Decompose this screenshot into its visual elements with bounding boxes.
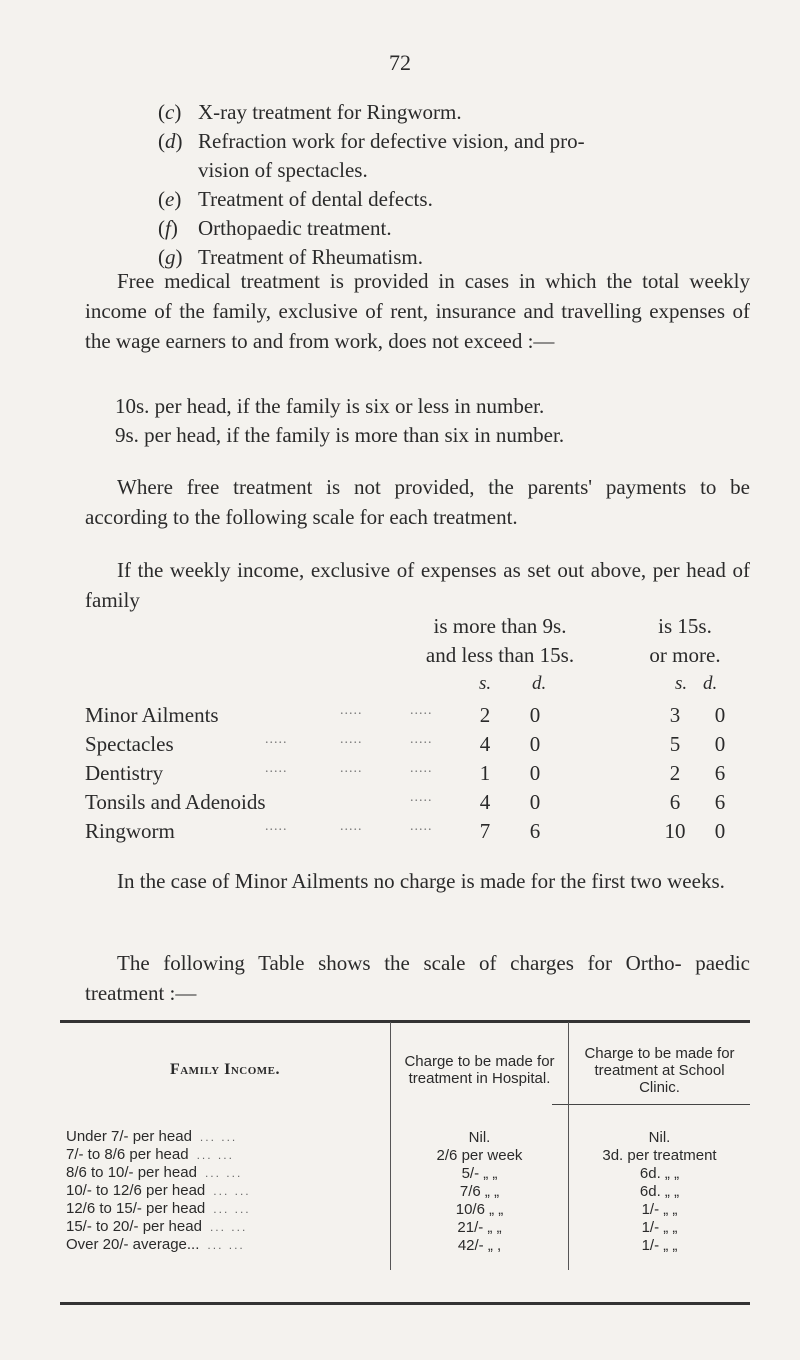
scale-row: Tonsils and Adenoids ..... 4 0 6 6 xyxy=(85,790,726,814)
scale-col1-head-line2: and less than 15s. xyxy=(425,643,575,667)
table-row: Under 7/- per head ... ... Nil. Nil. xyxy=(60,1128,750,1146)
table-row: 7/- to 8/6 per head ... ... 2/6 per week 3d. per treatment xyxy=(60,1146,750,1164)
following-table-paragraph: The following Table shows the scale of charges for Ortho- paedic treatment :— xyxy=(85,951,750,1005)
header-hospital-charge: Charge to be made for treatment in Hospital. xyxy=(391,1022,569,1118)
income-paragraph: If the weekly income, exclusive of expenses as set out above, per head of family xyxy=(85,558,750,612)
limit-line: 9s. per head, if the family is more than six in number. xyxy=(115,423,565,447)
limit-line: 10s. per head, if the family is six or less in number. xyxy=(115,394,545,418)
table-row: 15/- to 20/- per head ... ... 21/- „ „ 1/- „ „ xyxy=(60,1218,750,1236)
unit-shillings: s. xyxy=(479,673,492,694)
list-item: (e) Treatment of dental defects. xyxy=(158,187,433,211)
unit-pence: d. xyxy=(532,673,547,694)
list-item: (g) Treatment of Rheumatism. xyxy=(158,245,423,269)
treatment-list xyxy=(158,98,758,272)
header-family-income: Family Income. xyxy=(169,1061,281,1078)
scale-row: Minor Ailments ..... ..... 2 0 3 0 xyxy=(85,703,726,727)
page-number: 72 xyxy=(389,50,411,75)
unit-pence: d. xyxy=(703,673,718,694)
free-treatment-paragraph: Free medical treatment is provided in cases in which the total weekly income of the family, exclusive of rent, insurance and travelling expenses of the wage earners to and from work, does not exceed :— xyxy=(85,269,750,353)
list-item: (f) Orthopaedic treatment. xyxy=(158,216,392,240)
table-row: Over 20/- average... ... ... 42/- „ , 1/- „ „ xyxy=(60,1236,750,1254)
scale-row: Spectacles ..... ..... ..... 4 0 5 0 xyxy=(85,732,726,756)
scale-col1-head-line1: is more than 9s. xyxy=(433,614,567,638)
scale-col2-head-line2: or more. xyxy=(649,643,721,667)
minor-ailments-paragraph: In the case of Minor Ailments no charge is made for the first two weeks. xyxy=(117,869,725,893)
table-row: 12/6 to 15/- per head ... ... 10/6 „ „ 1/- „ „ xyxy=(60,1200,750,1218)
table-bottom-rule xyxy=(60,1302,750,1305)
list-item: (c) X-ray treatment for Ringworm. xyxy=(158,100,462,124)
where-paragraph: Where free treatment is not provided, the parents' payments to be according to the following scale for each treatment. xyxy=(85,475,750,529)
scale-row: Dentistry ..... ..... ..... 1 0 2 6 xyxy=(85,761,726,785)
header-clinic-charge: Charge to be made for treatment at School Clinic. xyxy=(569,1022,751,1118)
table-row: 8/6 to 10/- per head ... ... 5/- „ „ 6d. „ „ xyxy=(60,1164,750,1182)
table-row: 10/- to 12/6 per head ... ... 7/6 „ „ 6d. „ „ xyxy=(60,1182,750,1200)
scale-col2-head-line1: is 15s. xyxy=(658,614,712,638)
list-item: (d) Refraction work for defective vision, and pro- xyxy=(158,129,585,153)
list-item-continuation: vision of spectacles. xyxy=(198,158,368,182)
orthopaedic-charges-table xyxy=(60,1022,750,1270)
unit-shillings: s. xyxy=(675,673,688,694)
table-header-row xyxy=(60,1022,750,1118)
scale-row: Ringworm ..... ..... ..... 7 6 10 0 xyxy=(85,819,726,843)
